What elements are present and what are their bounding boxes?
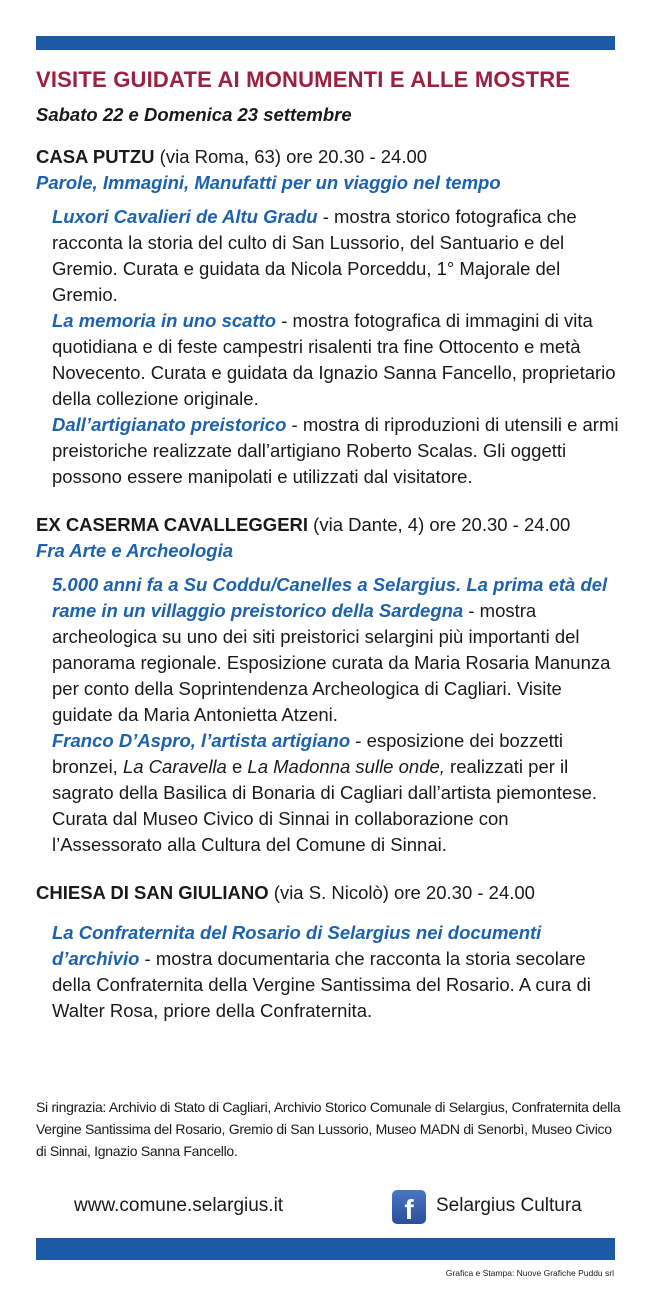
exhibition-description: - mostra archeologica su uno dei siti preistorici selargini più importanti del panorama regionale. Esposizione curata da Maria Rosaria Manunza per conto della Soprintendenza Archeologica di Cagliari. Visite guidate da Maria Antonietta Atzeni. (52, 600, 611, 725)
exhibition-description: - mostra fotografica di immagini di vita quotidiana e di feste campestri risalenti tra fine Ottocento e metà Novecento. Curata e guidata da Ignazio Sanna Fancello, proprietario della collezione originale. (52, 310, 616, 409)
exhibition-title: Dall’artigianato preistorico (52, 414, 287, 435)
exhibition-description: - mostra di riproduzioni di utensili e armi preistoriche realizzate dall’artigiano Roberto Scalas. Gli oggetti possono essere manipolati e utilizzati dal visitatore. (52, 414, 619, 487)
acknowledgements: Si ringrazia: Archivio di Stato di Cagliari, Archivio Storico Comunale di Selargius, Confraternita della Vergine Santissima del Rosario, Gremio di San Lussorio, Museo MADN di Senorbì, Museo Civico di Sinnai, Ignazio Sanna Fancello. (36, 1099, 621, 1159)
venue-line (36, 880, 620, 906)
exhibition-list (52, 204, 620, 490)
exhibition-item (52, 920, 620, 1024)
bottom-blue-bar (36, 1238, 615, 1260)
exhibition-title: 5.000 anni fa a Su Coddu/Canelles a Selargius. La prima età del rame in un villaggio preistorico della Sardegna (52, 574, 608, 621)
exhibition-description: e (226, 756, 248, 777)
venue-line (36, 512, 620, 538)
exhibition-item (52, 204, 620, 308)
section-chiesa-san-giuliano (36, 880, 620, 1024)
exhibition-title: La Confraternita del Rosario di Selargius nei documenti d’archivio (52, 922, 542, 969)
venue-name: CASA PUTZU (36, 146, 155, 167)
venue-subtitle: Parole, Immagini, Manufatti per un viaggio nel tempo (36, 172, 501, 193)
venue-name: CHIESA DI SAN GIULIANO (36, 882, 269, 903)
top-blue-bar (36, 36, 615, 50)
artwork-title: La Madonna sulle onde, (247, 756, 445, 777)
venue-details: (via S. Nicolò) ore 20.30 - 24.00 (268, 882, 535, 903)
section-casa-putzu (36, 144, 620, 490)
exhibition-title: Luxori Cavalieri de Altu Gradu (52, 206, 318, 227)
venue-details: (via Roma, 63) ore 20.30 - 24.00 (154, 146, 428, 167)
artwork-title: La Caravella (122, 756, 227, 777)
exhibition-description: - mostra documentaria che racconta la storia secolare della Confraternita della Vergine Santissima del Rosario. A cura di Walter Rosa, priore della Confraternita. (52, 948, 591, 1021)
exhibition-list (52, 920, 620, 1024)
venue-subtitle: Fra Arte e Archeologia (36, 540, 234, 561)
main-content (36, 66, 620, 1024)
exhibition-item (52, 308, 620, 412)
page-title: VISITE GUIDATE AI MONUMENTI E ALLE MOSTRE (36, 67, 571, 92)
exhibition-item (52, 412, 620, 490)
exhibition-item (52, 728, 620, 858)
exhibition-title: Franco D’Aspro, l’artista artigiano (52, 730, 351, 751)
event-dates: Sabato 22 e Domenica 23 settembre (36, 104, 352, 125)
exhibition-description: - mostra storico fotografica che racconta la storia del culto di San Lussorio, del Santuario e del Gremio. Curata e guidata da Nicola Porceddu, 1° Majorale del Gremio. (52, 206, 577, 305)
section-ex-caserma-cavalleggeri (36, 512, 620, 858)
facebook-page-link[interactable]: Selargius Cultura (436, 1195, 582, 1216)
exhibition-item (52, 572, 620, 728)
exhibition-description: realizzati per il sagrato della Basilica di Bonaria di Cagliari dall’artista piemontese. Curata dal Museo Civico di Sinnai in collaborazione con l’Assessorato alla Cultura del Comune di Sinnai. (52, 756, 598, 855)
venue-line (36, 144, 620, 170)
exhibition-title: La memoria in uno scatto (52, 310, 277, 331)
exhibition-list (52, 572, 620, 858)
facebook-icon[interactable]: f (392, 1190, 426, 1224)
venue-name: EX CASERMA CAVALLEGGERI (36, 514, 309, 535)
website-link[interactable]: www.comune.selargius.it (74, 1195, 284, 1216)
exhibition-description: - esposizione dei bozzetti bronzei, (52, 730, 563, 777)
print-credit: Grafica e Stampa: Nuove Grafiche Puddu srl (445, 1268, 614, 1278)
venue-details: (via Dante, 4) ore 20.30 - 24.00 (308, 514, 571, 535)
